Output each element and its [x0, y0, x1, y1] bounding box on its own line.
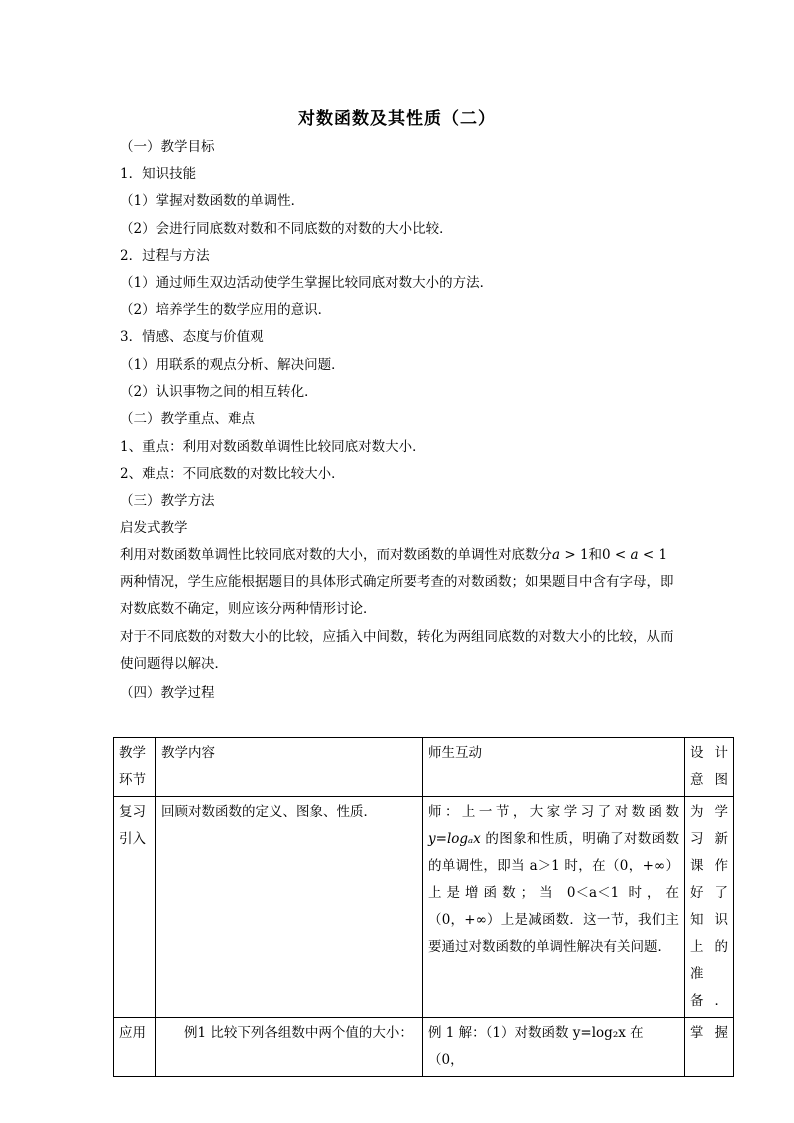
- table-header-row: [114, 738, 734, 797]
- list-item: 2、难点：不同底数的对数比较大小．: [120, 466, 345, 482]
- section-heading: （二）教学重点、难点: [120, 411, 255, 427]
- method-paragraph-2: 对于不同底数的对数大小的比较，应插入中间数，转化为两组同底数的对数大小的比较，从而使问题得以解决．: [120, 629, 674, 672]
- teaching-process-table: [113, 737, 734, 1077]
- section-heading: （一）教学目标: [120, 139, 215, 155]
- stage-cell: 应用: [114, 1018, 156, 1077]
- content-cell: 回顾对数函数的定义、图象、性质．: [156, 797, 423, 1018]
- subsection-heading: 3．情感、态度与价值观: [120, 329, 264, 345]
- subsection-heading: 1．知识技能: [120, 166, 197, 182]
- interaction-cell: 例 1 解：（1）对数函数 y=log₂x 在（0，: [423, 1018, 685, 1077]
- section-heading: （三）教学方法: [120, 493, 215, 509]
- list-item: 1、重点：利用对数函数单调性比较同底对数大小．: [120, 439, 426, 455]
- purpose-cell: 掌握: [685, 1018, 734, 1077]
- list-item: （2）培养学生的数学应用的意识．: [120, 302, 332, 318]
- purpose-cell: 为学习新课作好了知识上的准备．: [685, 797, 734, 1018]
- table-row: [114, 797, 734, 1018]
- list-item: （1）掌握对数函数的单调性．: [120, 193, 305, 209]
- list-item: （1）通过师生双边活动使学生掌握比较同底对数大小的方法．: [120, 275, 494, 291]
- list-item: （2）认识事物之间的相互转化．: [120, 384, 318, 400]
- section-heading: （四）教学过程: [120, 685, 215, 701]
- list-item: （1）用联系的观点分析、解决问题．: [120, 357, 345, 373]
- header-cell: 设计意图: [685, 738, 734, 797]
- content-cell: 例1 比较下列各组数中两个值的大小：: [156, 1018, 423, 1077]
- interaction-cell: 师：上一节，大家学习了对数函数 y=logₐx 的图象和性质，明确了对数函数的单调性，即当 a＞1 时，在（0，+∞）上是增函数；当 0＜a＜1 时，在（0，+∞）上是减函数．这一节，我们主要通过对数函数的单调性解决有关问题．: [423, 797, 685, 1018]
- method-text: 启发式教学: [120, 520, 188, 536]
- subsection-heading: 2．过程与方法: [120, 248, 210, 264]
- method-paragraph-1: 利用对数函数单调性比较同底对数的大小，而对数函数的单调性对底数分a > 1和0 < a < 1两种情况，学生应能根据题目的具体形式确定所要考查的对数函数；如果题目中含有字母，即对数底数不确定，则应该分两种情形讨论．: [120, 547, 674, 617]
- header-cell: 教学内容: [156, 738, 423, 797]
- stage-cell: 复习引入: [114, 797, 156, 1018]
- header-cell: 师生互动: [423, 738, 685, 797]
- list-item: （2）会进行同底数对数和不同底数的对数的大小比较．: [120, 221, 453, 237]
- table-row: [114, 1018, 734, 1077]
- page-title: 对数函数及其性质（二）: [298, 109, 496, 129]
- header-cell: 教学环节: [114, 738, 156, 797]
